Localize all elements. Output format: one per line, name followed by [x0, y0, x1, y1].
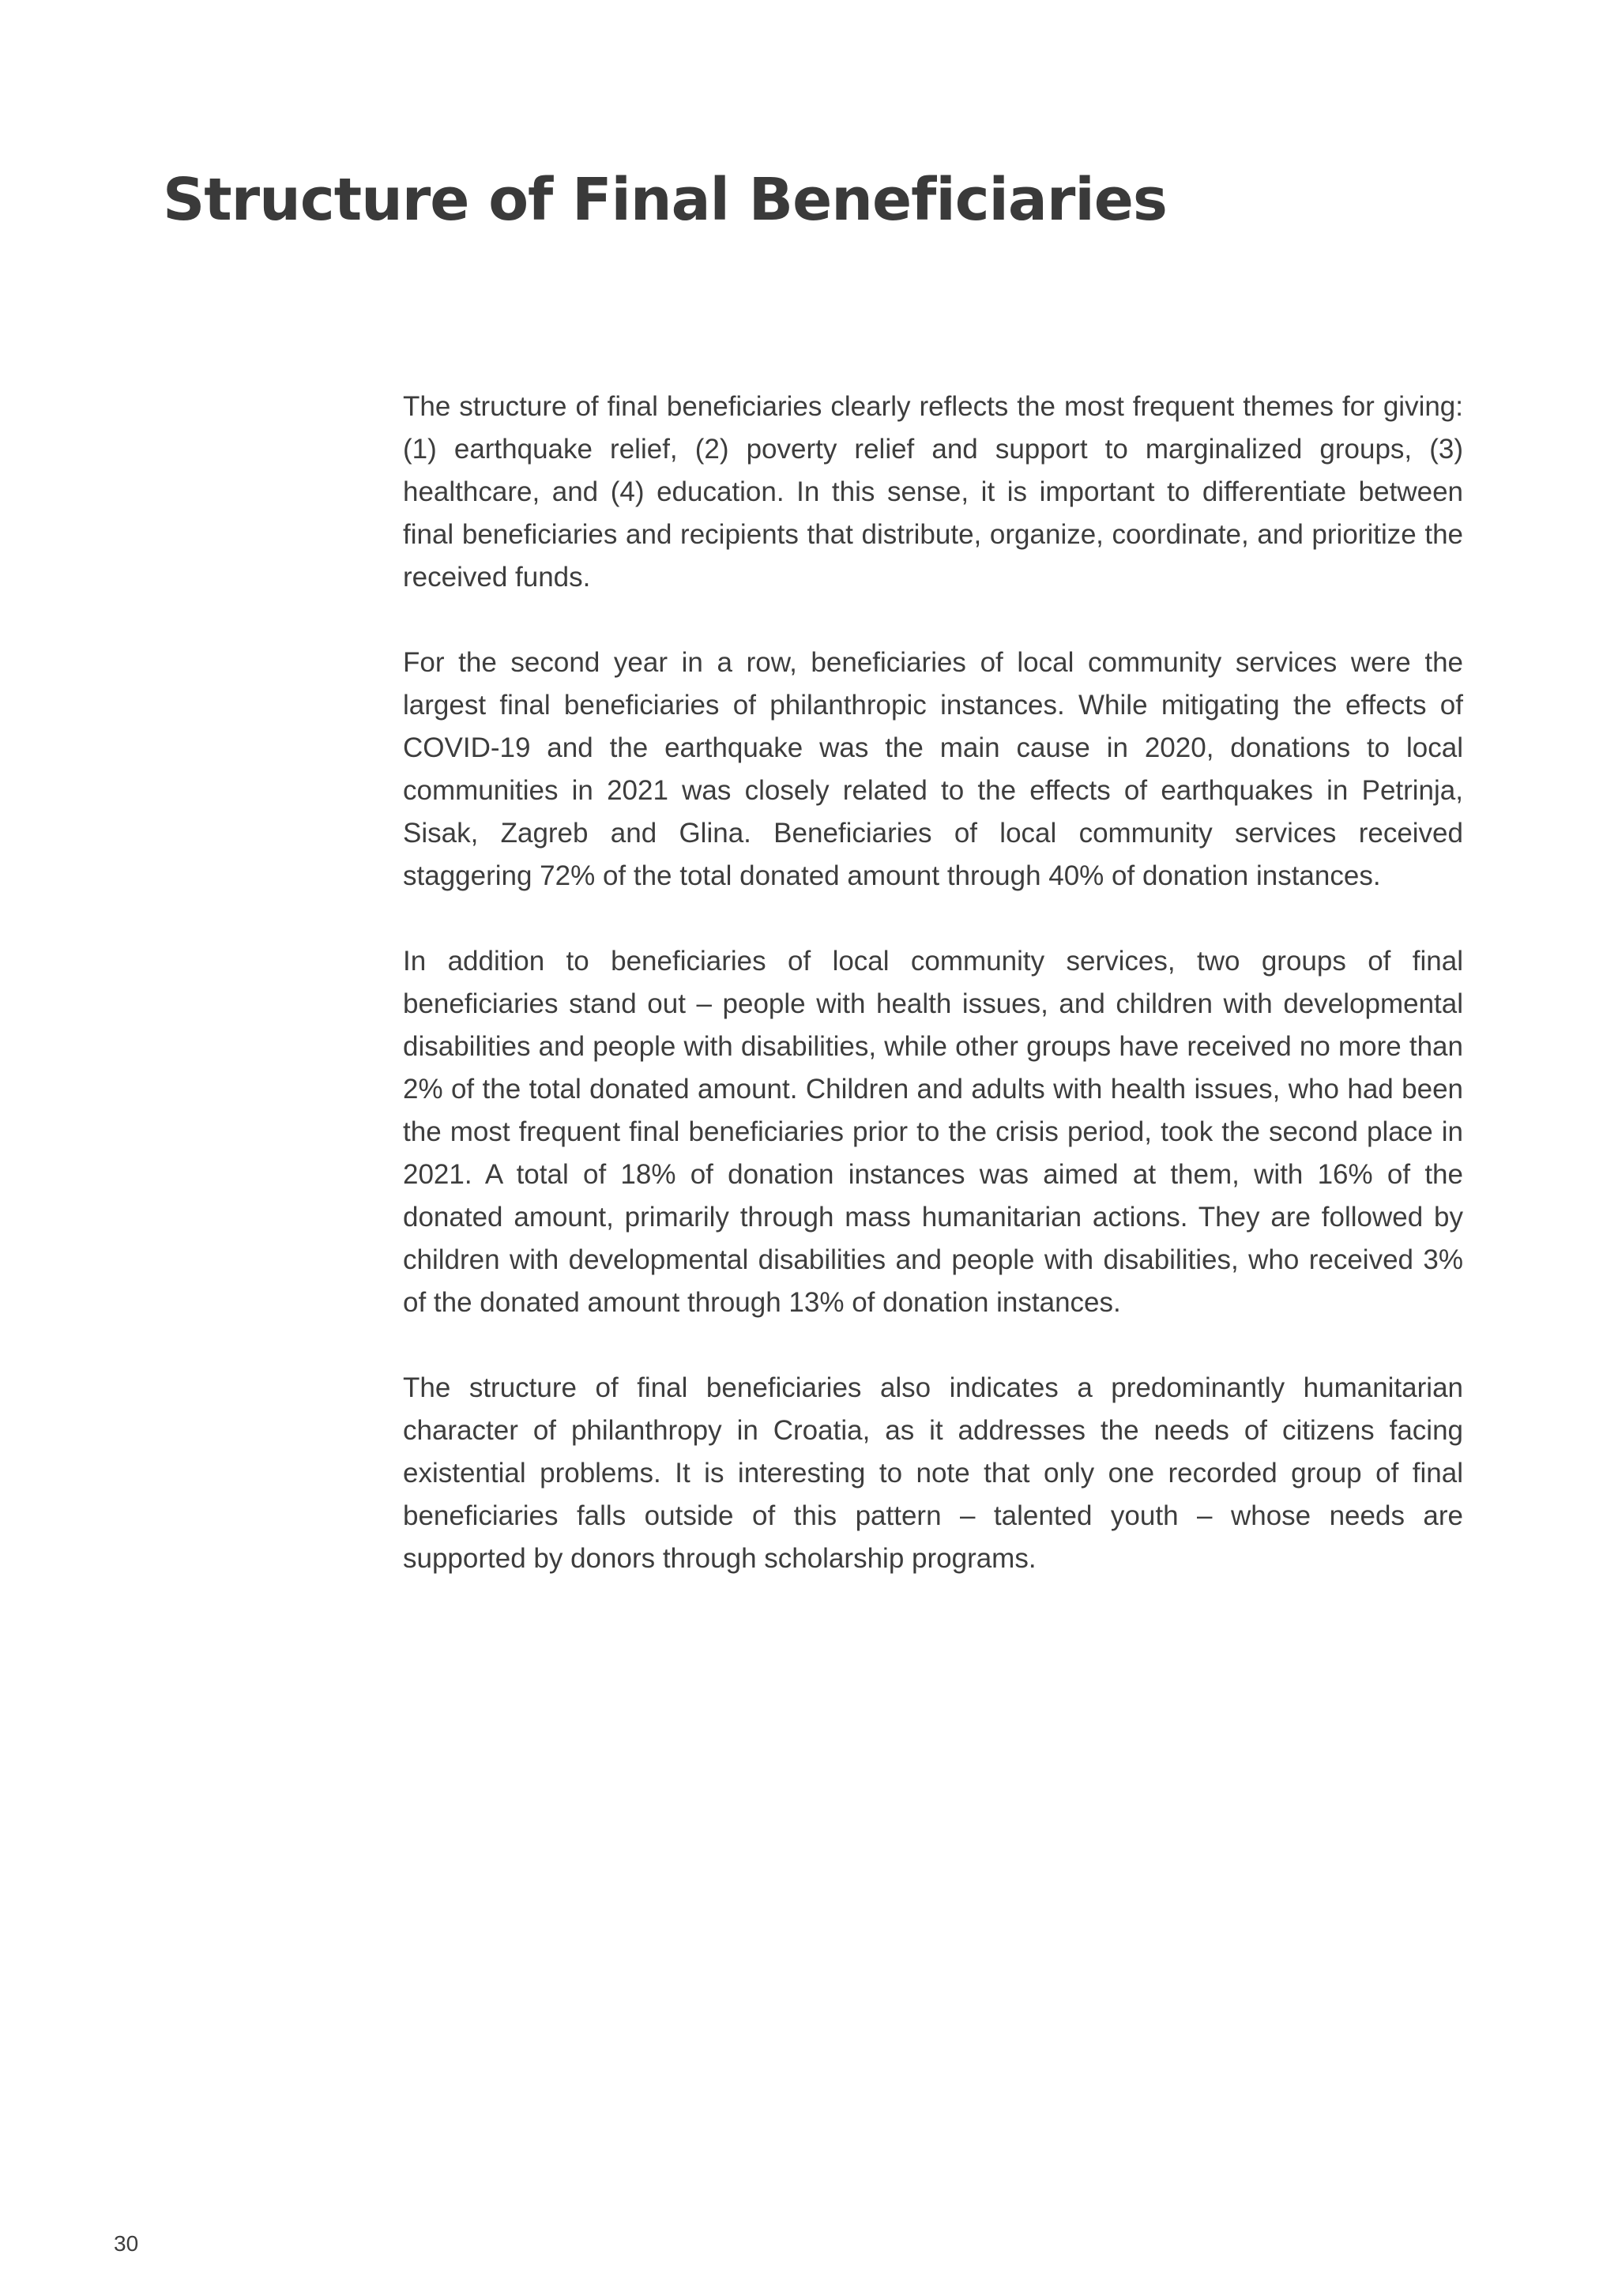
paragraph-2: For the second year in a row, beneficiaries of local community services were the largest final beneficiaries of philanthropic instances. While mitigating the effects of COVID-19 and the earthquake was the main cause in 2020, donations to local communities in 2021 was closely related to the effects of earthquakes in Petrinja, Sisak, Zagreb and Glina. Beneficiaries of local community services received staggering 72% of the total donated amount through 40% of donation instances. [403, 647, 1463, 891]
page-number: 30 [114, 2231, 139, 2256]
body-text [403, 386, 1463, 1623]
paragraph-1: The structure of final beneficiaries clearly reflects the most frequent themes for giving: (1) earthquake relief, (2) poverty relief and support to marginalized groups, (3) healthcare, and (4) education. In this sense, it is important to differentiate between final beneficiaries and recipients that distribute, organize, coordinate, and prioritize the received funds. [403, 391, 1463, 593]
page-title: Structure of Final Beneficiaries [163, 166, 1167, 234]
paragraph-4: The structure of final beneficiaries also indicates a predominantly humanitarian character of philanthropy in Croatia, as it addresses the needs of citizens facing existential problems. It is interesting to note that only one recorded group of final beneficiaries falls outside of this pattern – talented youth – whose needs are supported by donors through scholarship programs. [403, 1372, 1463, 1574]
paragraph-3: In addition to beneficiaries of local community services, two groups of final beneficiaries stand out – people with health issues, and children with developmental disabilities and people with disabilities, while other groups have received no more than 2% of the total donated amount. Children and adults with health issues, who had been the most frequent final beneficiaries prior to the crisis period, took the second place in 2021. A total of 18% of donation instances was aimed at them, with 16% of the donated amount, primarily through mass humanitarian actions. They are followed by children with developmental disabilities and people with disabilities, who received 3% of the donated amount through 13% of donation instances. [403, 946, 1463, 1318]
